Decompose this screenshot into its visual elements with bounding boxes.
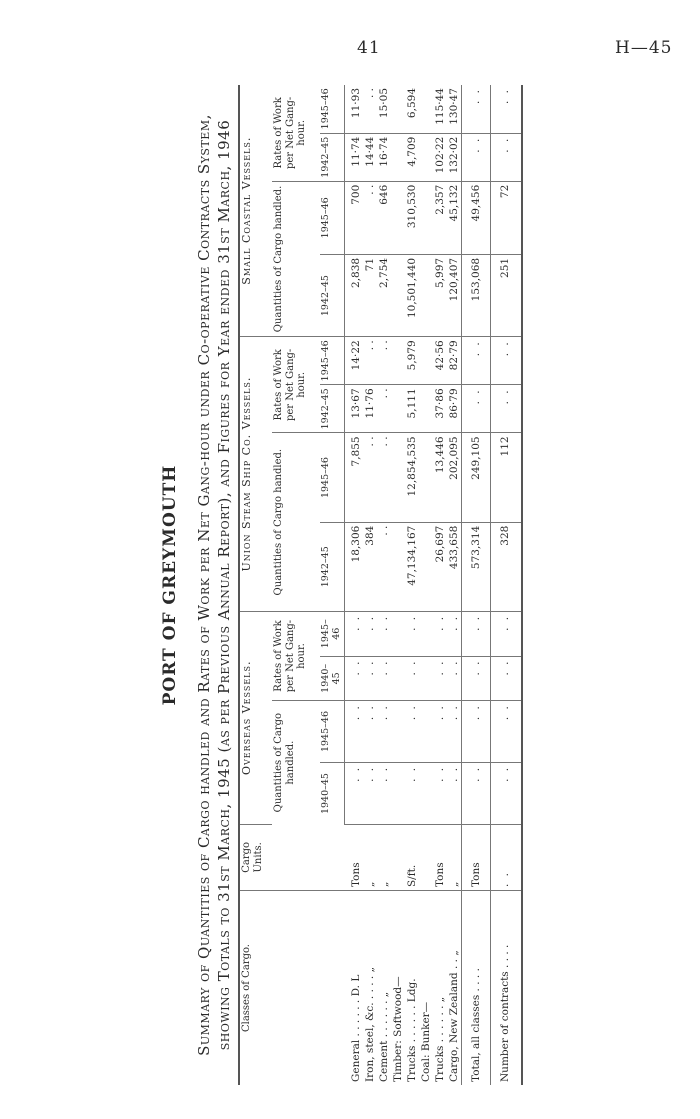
- units-header: Cargo Units.: [239, 824, 344, 890]
- table-row: [419, 85, 433, 1085]
- row-label: Timber: Softwood—: [392, 976, 405, 1082]
- cell: 130·47: [447, 85, 462, 133]
- cell: . .: [462, 701, 491, 763]
- quantities-header: Quantities of Cargo handled.: [272, 433, 320, 611]
- cell: . .: [462, 762, 491, 824]
- cell: . .: [377, 337, 391, 385]
- cell: . .: [447, 701, 462, 763]
- year-header: 1945–46: [320, 181, 344, 254]
- rates-header: Rates of Work per Net Gang-hour.: [272, 611, 320, 700]
- summary-title-line-1: Summary of Quantities of Cargo handled and Rates of Work per Net Gang-hour under Co-operative Contracts System,: [195, 114, 213, 1056]
- row-label: Cargo, New Zealand . . „: [448, 950, 461, 1082]
- cell: . .: [363, 762, 377, 824]
- cell: . .: [447, 762, 462, 824]
- cell: 13,446: [433, 433, 447, 522]
- cell: 18,306: [349, 522, 363, 611]
- total-label: Total, all classes . . . .: [462, 891, 491, 1085]
- cell: . .: [491, 762, 523, 824]
- classes-header: Classes of Cargo.: [239, 891, 344, 1085]
- cell: 14·44: [363, 133, 377, 181]
- contracts-row: [491, 85, 523, 1085]
- cell: . .: [377, 701, 391, 763]
- cell: 573,314: [462, 522, 491, 611]
- cell: . .: [491, 611, 523, 656]
- cell: 45,132: [447, 181, 462, 254]
- cell: 11·93: [349, 85, 363, 133]
- row-unit: [419, 824, 433, 890]
- cell: 115·44: [433, 85, 447, 133]
- cell: 72: [491, 181, 523, 254]
- year-header: 1945–46: [320, 337, 344, 385]
- cell: 700: [349, 181, 363, 254]
- cell: 4,709: [405, 133, 419, 181]
- cell: 5,997: [433, 254, 447, 336]
- row-label: Iron, steel, &c. . . . . „: [363, 966, 376, 1082]
- page-number: 41: [357, 38, 381, 58]
- cell: . .: [363, 611, 377, 656]
- cell: . .: [377, 656, 391, 701]
- year-header: 1942–45: [320, 254, 344, 336]
- rotated-table-page: [10, 85, 690, 1085]
- cell: . .: [447, 656, 462, 701]
- cell: . .: [363, 181, 377, 254]
- cell: . .: [433, 701, 447, 763]
- cell: 26,697: [433, 522, 447, 611]
- row-unit: Tons: [433, 824, 447, 890]
- table-row: [433, 85, 447, 1085]
- year-header: 1940–45: [320, 762, 344, 824]
- cell: . .: [363, 337, 377, 385]
- year-header: 1942–45: [320, 133, 344, 181]
- page-code: H—45: [615, 38, 673, 58]
- cell: 71: [363, 254, 377, 336]
- cell: . .: [447, 611, 462, 656]
- cell: . .: [405, 611, 419, 656]
- quantities-header: Quantities of Cargo handled.: [272, 181, 320, 337]
- cell: 16·74: [377, 133, 391, 181]
- cell: . .: [349, 762, 363, 824]
- cell: 328: [491, 522, 523, 611]
- cell: . .: [377, 522, 391, 611]
- year-header: 1945–46: [320, 701, 344, 763]
- row-label: Trucks . . . . . . Ldg.: [406, 978, 419, 1082]
- table-row: [377, 85, 391, 1085]
- cell: 646: [377, 181, 391, 254]
- cell: 7,855: [349, 433, 363, 522]
- cell: 2,838: [349, 254, 363, 336]
- cell: . .: [363, 433, 377, 522]
- cell: . .: [363, 85, 377, 133]
- cell: . .: [491, 85, 523, 133]
- cell: . .: [349, 611, 363, 656]
- row-label: Cement . . . . . . „: [377, 991, 390, 1082]
- cell: . .: [405, 762, 419, 824]
- cell: 5,111: [405, 385, 419, 433]
- total-row: [462, 85, 491, 1085]
- row-label: Coal: Bunker—: [420, 1001, 433, 1082]
- cell: 2,754: [377, 254, 391, 336]
- cell: . .: [405, 701, 419, 763]
- overseas-header: Overseas Vessels.: [239, 611, 272, 824]
- small-coastal-header: Small Coastal Vessels.: [239, 85, 272, 337]
- cell: . .: [491, 385, 523, 433]
- cell: . .: [433, 762, 447, 824]
- cell: 42·56: [433, 337, 447, 385]
- year-header: 1942–45: [320, 385, 344, 433]
- summary-title-line-2: showing Totals to 31st March, 1945 (as per Previous Annual Report), and Figures for Year ended 31st March, 1946: [215, 119, 233, 1051]
- cell: 82·79: [447, 337, 462, 385]
- cell: 202,095: [447, 433, 462, 522]
- cell: 6,594: [405, 85, 419, 133]
- year-header: 1945–46: [320, 611, 344, 656]
- row-unit: Tons: [462, 824, 491, 890]
- cell: . .: [491, 656, 523, 701]
- cell: 2,357: [433, 181, 447, 254]
- cell: 49,456: [462, 181, 491, 254]
- quantities-header: Quantities of Cargo handled.: [273, 712, 296, 813]
- table-row: [349, 85, 363, 1085]
- row-unit: Tons: [349, 824, 363, 890]
- row-unit: . .: [491, 824, 523, 890]
- row-unit: „: [377, 824, 391, 890]
- cell: 12,854,535: [405, 433, 419, 522]
- row-unit: S/ft.: [405, 824, 419, 890]
- cell: 153,068: [462, 254, 491, 336]
- cell: 5,979: [405, 337, 419, 385]
- cell: 14·22: [349, 337, 363, 385]
- cell: . .: [349, 656, 363, 701]
- cell: 120,407: [447, 254, 462, 336]
- cell: 249,105: [462, 433, 491, 522]
- row-unit: [391, 824, 405, 890]
- rates-header: Rates of Work per Net Gang-hour.: [272, 337, 320, 433]
- cell: . .: [491, 701, 523, 763]
- cell: 15·05: [377, 85, 391, 133]
- port-title: PORT OF GREYMOUTH: [160, 464, 180, 706]
- rates-header: Rates of Work per Net Gang-hour.: [272, 85, 320, 181]
- cell: 433,658: [447, 522, 462, 611]
- cell: . .: [377, 433, 391, 522]
- cell: 10,501,440: [405, 254, 419, 336]
- row-unit: „: [447, 824, 462, 890]
- cell: . .: [377, 611, 391, 656]
- cell: . .: [462, 656, 491, 701]
- cell: 384: [363, 522, 377, 611]
- cell: . .: [349, 701, 363, 763]
- cell: . .: [377, 385, 391, 433]
- cell: . .: [462, 385, 491, 433]
- table-row: [391, 85, 405, 1085]
- table-row: [363, 85, 377, 1085]
- cell: . .: [377, 762, 391, 824]
- row-unit: „: [363, 824, 377, 890]
- row-label: General . . . . . . D. L: [349, 974, 362, 1082]
- table-row: [447, 85, 462, 1085]
- union-header: Union Steam Ship Co. Vessels.: [239, 337, 272, 612]
- cargo-summary-table: [238, 85, 523, 1085]
- cell: 132·02: [447, 133, 462, 181]
- cell: . .: [405, 656, 419, 701]
- cell: . .: [462, 133, 491, 181]
- cell: . .: [462, 85, 491, 133]
- cell: 47,134,167: [405, 522, 419, 611]
- cell: 11·76: [363, 385, 377, 433]
- cell: 251: [491, 254, 523, 336]
- cell: . .: [363, 701, 377, 763]
- cell: 112: [491, 433, 523, 522]
- year-header: 1945–46: [320, 433, 344, 522]
- table-row: [405, 85, 419, 1085]
- cell: . .: [363, 656, 377, 701]
- cell: . .: [433, 611, 447, 656]
- cell: 11·74: [349, 133, 363, 181]
- year-header: 1940–45: [320, 656, 344, 701]
- contracts-label: Number of contracts . . . .: [491, 891, 523, 1085]
- cell: . .: [491, 133, 523, 181]
- cell: 37·86: [433, 385, 447, 433]
- row-label: Trucks . . . . . . „: [434, 996, 447, 1082]
- year-header: 1945–46: [320, 85, 344, 133]
- cell: . .: [433, 656, 447, 701]
- cell: 86·79: [447, 385, 462, 433]
- cell: . .: [491, 337, 523, 385]
- cell: . .: [462, 337, 491, 385]
- cell: 310,530: [405, 181, 419, 254]
- cell: 13·67: [349, 385, 363, 433]
- cell: . .: [462, 611, 491, 656]
- cell: 102·22: [433, 133, 447, 181]
- year-header: 1942–45: [320, 522, 344, 611]
